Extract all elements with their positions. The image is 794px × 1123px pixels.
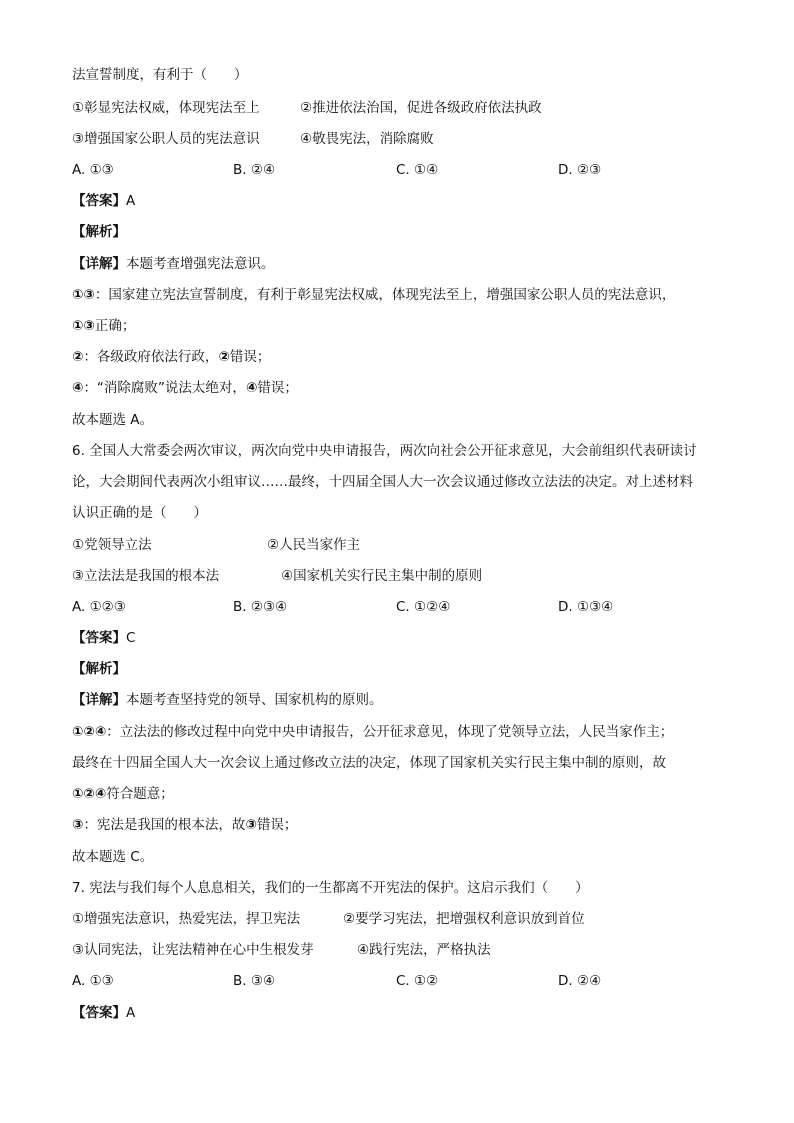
q6-option-2: ②人民当家作主 bbox=[267, 537, 361, 553]
q6-conclusion: 故本题选 C。 bbox=[72, 849, 154, 865]
q7-choice-b: B. ③④ bbox=[233, 973, 276, 989]
q7-option-3: ③认同宪法，让宪法精神在心中生根发芽 bbox=[72, 942, 314, 958]
explanation-text: 符合题意； bbox=[106, 786, 174, 802]
q6-option-3: ③立法法是我国的根本法 bbox=[72, 568, 220, 584]
q7-option-4: ④践行宪法，严格执法 bbox=[357, 942, 491, 958]
q7-answer bbox=[72, 1003, 135, 1023]
q5-option-4: ④敬畏宪法，消除腐败 bbox=[300, 131, 434, 147]
q5-explanation-3 bbox=[72, 378, 298, 398]
q7-option-1: ①增强宪法意识，热爱宪法，捍卫宪法 bbox=[72, 911, 301, 927]
detail-label: 【详解】 bbox=[72, 692, 126, 708]
q5-explanation-1b bbox=[72, 316, 135, 336]
q6-explanation-2 bbox=[72, 815, 297, 835]
answer-value: A bbox=[126, 193, 136, 209]
explanation-text: ：“消除腐败”说法太绝对， bbox=[83, 380, 246, 396]
explanation-text: ：各级政府依法行政， bbox=[83, 349, 219, 365]
q6-analysis-label: 【解析】 bbox=[72, 661, 126, 677]
q5-analysis-label: 【解析】 bbox=[72, 224, 126, 240]
option-marks: ①③ bbox=[72, 287, 95, 303]
option-mark: ② bbox=[72, 349, 84, 365]
explanation-text: ：宪法是我国的根本法，故 bbox=[83, 817, 246, 833]
option-marks: ①③ bbox=[72, 318, 95, 334]
option-mark: ④ bbox=[72, 380, 84, 396]
answer-value: A bbox=[126, 1005, 136, 1021]
q6-stem-line3: 认识正确的是（ ） bbox=[72, 505, 207, 521]
answer-value: C bbox=[126, 630, 136, 646]
q6-detail bbox=[72, 690, 383, 710]
answer-label: 【答案】 bbox=[72, 1005, 126, 1021]
q7-stem: 7. 宪法与我们每个人息息相关，我们的一生都离不开宪法的保护。这启示我们（ ） bbox=[72, 880, 589, 896]
q7-option-2: ②要学习宪法，把增强权利意识放到首位 bbox=[343, 911, 585, 927]
q6-explanation-1b bbox=[72, 784, 174, 804]
q6-option-1: ①党领导立法 bbox=[72, 537, 152, 553]
explanation-text: 正确； bbox=[94, 318, 136, 334]
q6-option-4: ④国家机关实行民主集中制的原则 bbox=[281, 568, 483, 584]
q5-option-2: ②推进依法治国，促进各级政府依法执政 bbox=[300, 100, 542, 116]
explanation-text: ：国家建立宪法宣誓制度，有利于彰显宪法权威，体现宪法至上，增强国家公职人员的宪法意识， bbox=[94, 287, 676, 303]
q5-choice-b: B. ②④ bbox=[233, 162, 276, 178]
detail-text: 本题考查坚持党的领导、国家机构的原则。 bbox=[126, 692, 383, 708]
q6-answer bbox=[72, 628, 135, 648]
explanation-text: ：立法法的修改过程中向党中央申请报告，公开征求意见，体现了党领导立法，人民当家作主； bbox=[106, 724, 674, 740]
q5-answer bbox=[72, 191, 135, 211]
q5-option-1: ①彰显宪法权威，体现宪法至上 bbox=[72, 100, 260, 116]
option-marks: ①②④ bbox=[72, 786, 107, 802]
q7-choice-d: D. ②④ bbox=[558, 973, 602, 989]
q7-choice-c: C. ①② bbox=[396, 973, 439, 989]
q6-stem-line2: 论，大会期间代表两次小组审议……最终，十四届全国人大一次会议通过修改立法法的决定。对上述材料 bbox=[72, 474, 693, 490]
q6-choice-d: D. ①③④ bbox=[558, 599, 614, 615]
q6-choice-b: B. ②③④ bbox=[233, 599, 288, 615]
explanation-text: 错误； bbox=[257, 380, 298, 396]
q6-explanation-1 bbox=[72, 722, 673, 742]
option-marks: ①②④ bbox=[72, 724, 107, 740]
option-mark: ④ bbox=[245, 380, 258, 396]
q5-choice-d: D. ②③ bbox=[558, 162, 602, 178]
q6-explanation-1-line2: 最终在十四届全国人大一次会议上通过修改立法的决定，体现了国家机关实行民主集中制的原则，故 bbox=[72, 755, 666, 771]
answer-label: 【答案】 bbox=[72, 630, 126, 646]
detail-text: 本题考查增强宪法意识。 bbox=[126, 256, 275, 272]
q6-choice-c: C. ①②④ bbox=[396, 599, 451, 615]
q7-choice-a: A. ①③ bbox=[72, 973, 114, 989]
q5-detail bbox=[72, 254, 275, 274]
option-mark: ③ bbox=[72, 817, 84, 833]
detail-label: 【详解】 bbox=[72, 256, 126, 272]
q5-explanation-2 bbox=[72, 347, 270, 367]
q6-stem-line1: 6. 全国人大常委会两次审议，两次向党中央申请报告，两次向社会公开征求意见，大会前组织代表研读讨 bbox=[72, 443, 697, 459]
q5-choice-c: C. ①④ bbox=[396, 162, 439, 178]
q6-choice-a: A. ①②③ bbox=[72, 599, 126, 615]
option-mark: ② bbox=[218, 349, 230, 365]
answer-label: 【答案】 bbox=[72, 193, 126, 209]
option-mark: ③ bbox=[245, 817, 257, 833]
q5-explanation-1 bbox=[72, 285, 675, 305]
q5-option-3: ③增强国家公职人员的宪法意识 bbox=[72, 131, 260, 147]
q5-conclusion: 故本题选 A。 bbox=[72, 412, 154, 428]
explanation-text: 错误； bbox=[256, 817, 298, 833]
q5-stem: 法宣誓制度，有利于（ ） bbox=[72, 67, 248, 83]
q5-choice-a: A. ①③ bbox=[72, 162, 114, 178]
explanation-text: 错误； bbox=[229, 349, 271, 365]
